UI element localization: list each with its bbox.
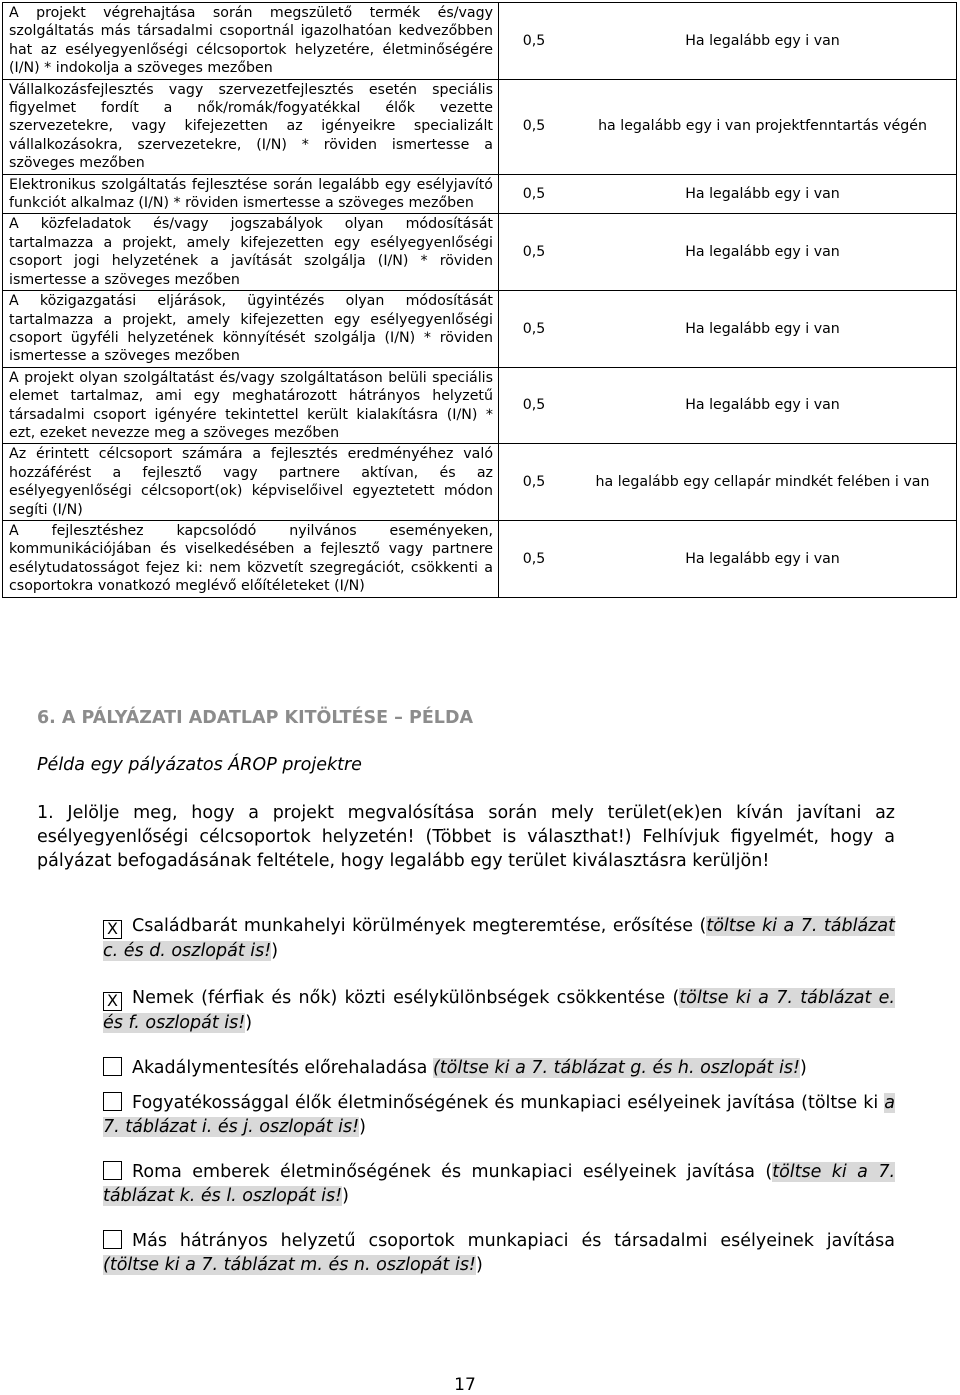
option-close: ) [475,1255,483,1275]
section-subtitle: Példa egy pályázatos ÁROP projektre [37,755,362,775]
criterion-text: Vállalkozásfejlesztés vagy szervezetfejlesztés esetén speciális figyelmet fordít a nők/romák/fogyatékkal élők vezette szervezetekre, vagy kifejezetten az igényeikre specializált vállalkozásokra, szervezetekre, (I/N) * röviden ismertesse a szöveges mezőben [3,79,499,174]
criterion-condition: Ha legalább egy i van [568,174,957,214]
criterion-score: 0,5 [499,291,569,368]
criterion-condition: ha legalább egy i van projektfenntartás végén [568,79,957,174]
question-text: 1. Jelölje meg, hogy a projekt megvalósítása során mely terület(ek)en kíván javítani az esélyegyenlőségi célcsoportok helyzetén! (Többet is választhat!) Felhívjuk figyelmét, hogy a pályázat befogadásának feltétele, hogy legalább egy terület kiválasztásra kerüljön! [37,803,895,871]
criterion-score: 0,5 [499,520,569,597]
option-hint: töltse ki a 7. táblázat k. és l. oszlopát is! [103,1162,896,1206]
option-hint: (töltse ki a 7. táblázat g. és h. oszlopát is! [432,1058,800,1078]
criterion-text: A közfeladatok és/vagy jogszabályok olyan módosítását tartalmazza a projekt, amely kifejezetten egy esélyegyenlőségi csoport jogi helyzetének a javítását szolgálja (I/N) * röviden ismertesse a szöveges mezőben [3,214,499,291]
criterion-condition: Ha legalább egy i van [568,3,957,80]
table-row [3,3,957,80]
criterion-text: Elektronikus szolgáltatás fejlesztése során legalább egy esélyjavító funkciót alkalmaz (I/N) * röviden ismertesse a szöveges mezőben [3,174,499,214]
table-row [3,367,957,444]
table-row [3,444,957,521]
criterion-score: 0,5 [499,79,569,174]
option-label: Más hátrányos helyzetű csoportok munkapiaci és társadalmi esélyeinek javítása [132,1231,895,1251]
option-close: ) [342,1186,349,1206]
option-other-disadvantaged [103,1229,895,1277]
criterion-text: A közigazgatási eljárások, ügyintézés olyan módosítását tartalmazza a projekt, amely kifejezetten egy esélyegyenlőségi csoport ügyféli helyzetének könnyítését szolgálja (I/N) * röviden ismertesse a szöveges mezőben [3,291,499,368]
criterion-condition: Ha legalább egy i van [568,214,957,291]
checkbox-other-disadvantaged[interactable] [103,1230,122,1249]
criterion-score: 0,5 [499,367,569,444]
table-row [3,520,957,597]
criterion-condition: ha legalább egy cellapár mindkét felében i van [568,444,957,521]
criterion-score: 0,5 [499,444,569,521]
criterion-condition: Ha legalább egy i van [568,367,957,444]
criterion-text: A projekt olyan szolgáltatást és/vagy szolgáltatáson belüli speciális elemet tartalmaz, ami egy meghatározott hátrányos helyzetű társadalmi csoport igényére tekintettel került kialakításra (I/N) * ezt, ezeket nevezze meg a szöveges mezőben [3,367,499,444]
option-close: ) [245,1013,253,1033]
section-heading: 6. A PÁLYÁZATI ADATLAP KITÖLTÉSE – PÉLDA [37,708,474,728]
table-row [3,214,957,291]
table-row [3,291,957,368]
option-disability [103,1091,895,1139]
option-label: Akadálymentesítés előrehaladása [132,1058,433,1078]
page-number: 17 [454,1375,476,1395]
criterion-text: Az érintett célcsoport számára a fejlesztés eredményéhez való hozzáférést a fejlesztő vagy partnere aktívan, és az esélyegyenlőségi célcsoport(ok) képviselőivel egyeztetett módon segíti (I/N) [3,444,499,521]
checkbox-roma[interactable] [103,1161,122,1180]
option-close: ) [271,941,279,961]
option-family-friendly-workplace [103,914,895,963]
checkbox-disability[interactable] [103,1092,122,1111]
option-label: Családbarát munkahelyi körülmények megteremtése, erősítése ( [132,916,707,936]
criterion-text: A projekt végrehajtása során megszülető termék és/vagy szolgáltatás más társadalmi csoportnál igazolhatóan kedvezőbben hat az esélyegyenlőségi célcsoportok helyzetére, életminőségére (I/N) * indokolja a szöveges mezőben [3,3,499,80]
option-hint: töltse ki a 7. táblázat e. és f. oszlopát is! [103,988,895,1033]
checkbox-family-friendly[interactable]: X [103,920,122,939]
option-roma [103,1160,895,1208]
option-close: ) [359,1117,366,1137]
criterion-condition: Ha legalább egy i van [568,291,957,368]
criteria-table [2,2,957,598]
criterion-text: A fejlesztéshez kapcsolódó nyilvános eseményeken, kommunikációjában és viselkedésében a fejlesztő vagy partnere esélytudatosságot fejez ki: nem közvetít szegregációt, csökkenti a csoportokra vonatkozó meglévő előítéleteket (I/N) [3,520,499,597]
option-label: Fogyatékossággal élők életminőségének és munkapiaci esélyeinek javítása (töltse ki [132,1093,885,1113]
table-row [3,174,957,214]
criterion-score: 0,5 [499,214,569,291]
option-label: Nemek (férfiak és nők) közti esélykülönbségek csökkentése ( [132,988,680,1008]
table-row [3,79,957,174]
option-hint: a 7. táblázat i. és j. oszlopát is! [103,1093,895,1137]
option-hint: (töltse ki a 7. táblázat m. és n. oszlopát is! [103,1255,476,1275]
option-hint: töltse ki a 7. táblázat c. és d. oszlopát is! [103,916,895,961]
checkbox-accessibility[interactable] [103,1057,122,1076]
criterion-score: 0,5 [499,3,569,80]
option-accessibility [103,1056,895,1080]
option-label: Roma emberek életminőségének és munkapiaci esélyeinek javítása ( [132,1162,773,1182]
option-gender-equality [103,986,895,1035]
checkbox-gender-equality[interactable]: X [103,992,122,1011]
criterion-score: 0,5 [499,174,569,214]
criterion-condition: Ha legalább egy i van [568,520,957,597]
option-close: ) [799,1058,807,1078]
